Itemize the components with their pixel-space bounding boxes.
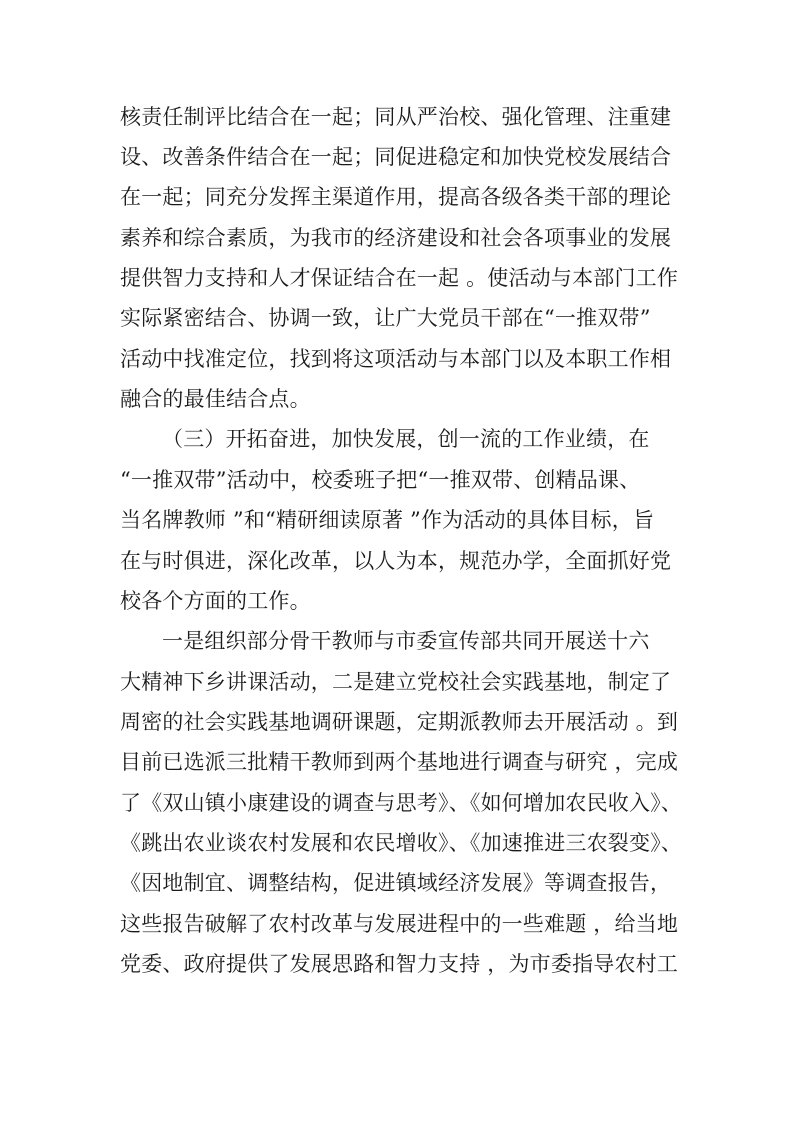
text-line: 了《双山镇小康建设的调查与思考》、《如何增加农民收入》、 — [120, 791, 683, 815]
text-line: 《跳出农业谈农村发展和农民增收》、《加速推进三农裂变》、 — [120, 831, 683, 855]
text-line: “一推双带”活动中，校委班子把“一推双带、创精品课、 — [120, 468, 641, 492]
text-line: 大精神下乡讲课活动，二是建立党校社会实践基地，制定了 — [120, 670, 672, 694]
text-line: 当名牌教师 ”和“精研细读原著 ”作为活动的具体目标，旨 — [120, 508, 655, 532]
text-line: 实际紧密结合、协调一致，让广大党员干部在“一推双带” — [120, 306, 651, 330]
text-line: 提供智力支持和人才保证结合在一起 。使活动与本部门工作 — [120, 266, 679, 290]
text-line: 核责任制评比结合在一起；同从严治校、强化管理、注重建 — [120, 105, 672, 129]
text-line: 《因地制宜、调整结构，促进镇域经济发展》等调查报告， — [120, 871, 672, 895]
text-line: 校各个方面的工作。 — [120, 589, 311, 613]
text-line: 目前已选派三批精干教师到两个基地进行调查与研究 ，完成 — [120, 750, 679, 774]
text-line: 一是组织部分骨干教师与市委宣传部共同开展送十六 — [162, 629, 650, 653]
text-line: 这些报告破解了农村改革与发展进程中的一些难题 ，给当地 — [120, 912, 679, 936]
text-line: 周密的社会实践基地调研课题，定期派教师去开展活动 。到 — [120, 710, 679, 734]
text-line: 党委、政府提供了发展思路和智力支持 ，为市委指导农村工 — [120, 952, 679, 976]
text-line: 素养和综合素质，为我市的经济建设和社会各项事业的发展 — [120, 226, 672, 250]
text-line: 融合的最佳结合点。 — [120, 387, 311, 411]
text-line: 在与时俱进，深化改革，以人为本，规范办学，全面抓好党 — [120, 549, 672, 573]
text-line: （三）开拓奋进，加快发展，创一流的工作业绩，在 — [162, 427, 650, 451]
text-line: 在一起；同充分发挥主渠道作用，提高各级各类干部的理论 — [120, 185, 672, 209]
text-line: 设、改善条件结合在一起；同促进稳定和加快党校发展结合 — [120, 145, 672, 169]
text-line: 活动中找准定位，找到将这项活动与本部门以及本职工作相 — [120, 347, 672, 371]
